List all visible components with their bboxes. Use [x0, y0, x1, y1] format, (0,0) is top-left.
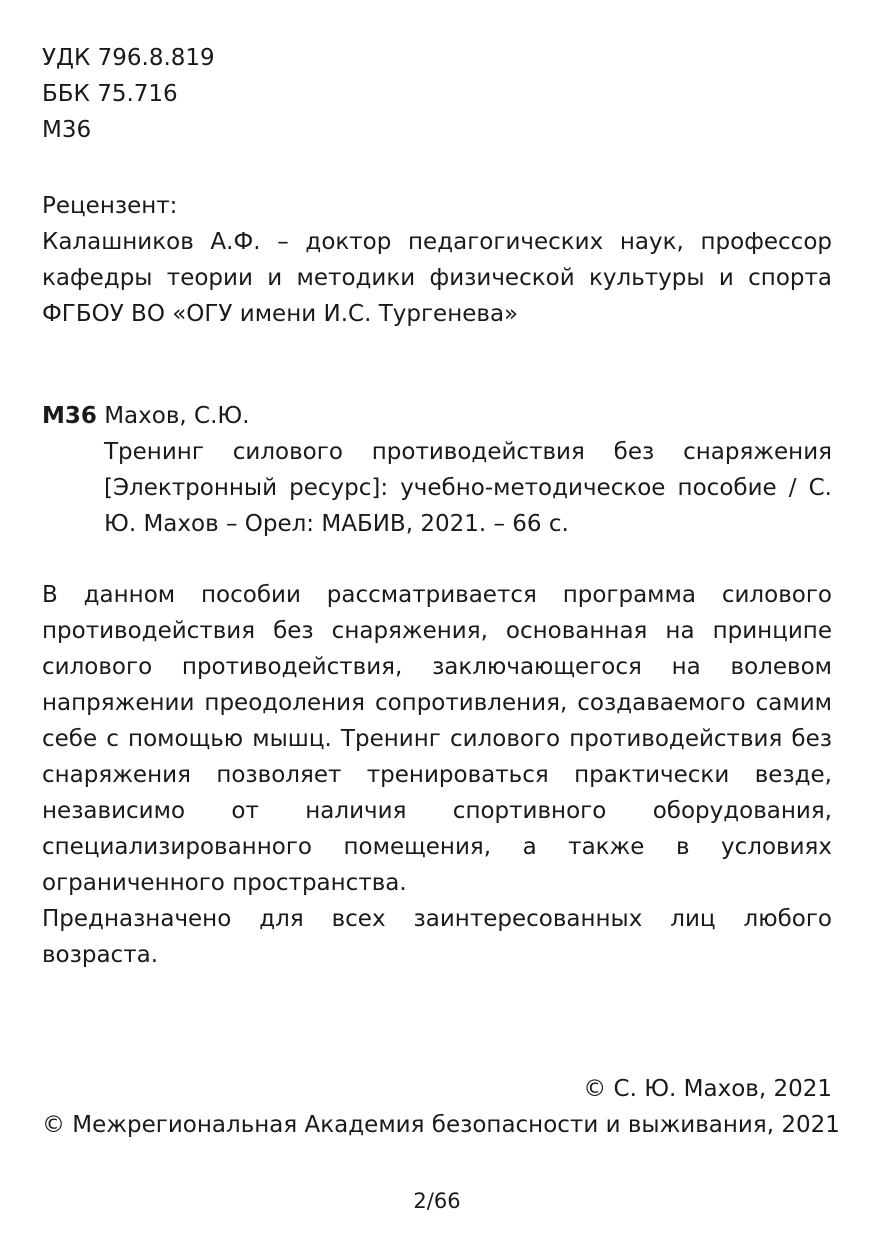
document-page: [42, 40, 840, 1138]
reviewer-block: [42, 188, 832, 332]
copyright-org: © Межрегиональная Академия безопасности и выживания, 2021: [42, 1112, 840, 1138]
entry-code: М36: [42, 403, 97, 429]
audience-paragraph: Предназначено для всех заинтересованных лиц любого возраста.: [42, 906, 832, 968]
reviewer-label: Рецензент:: [42, 193, 178, 219]
bbk-code: ББК 75.716: [42, 81, 178, 107]
author-mark: М36: [42, 117, 92, 143]
bibliographic-entry: [42, 398, 832, 542]
udk-code: УДК 796.8.819: [42, 45, 215, 71]
reviewer-text: Калашников А.Ф. – доктор педагогических наук, профессор кафедры теории и методики физической культуры и спорта ФГБОУ ВО «ОГУ имени И.С. Тургенева»: [42, 229, 832, 327]
abstract-block: [42, 577, 832, 973]
classification-block: [42, 40, 832, 148]
entry-description: Тренинг силового противодействия без снаряжения [Электронный ресурс]: учебно-методическое пособие / С. Ю. Махов – Орел: МАБИВ, 2021. – 66 с.: [104, 439, 832, 537]
abstract-paragraph: В данном пособии рассматривается программа силового противодействия без снаряжения, основанная на принципе силового противодействия, заключающегося на волевом напряжении преодоления сопротивления, создаваемого самим себе с помощью мышц. Тренинг силового противодействия без снаряжения позволяет тренироваться практически везде, независимо от наличия спортивного оборудования, специализированного помещения, а также в условиях ограниченного пространства.: [42, 582, 832, 896]
copyright-block: [42, 1071, 840, 1143]
copyright-author: © С. Ю. Махов, 2021: [583, 1076, 832, 1102]
page-number: 2/66: [413, 1189, 461, 1213]
entry-author: Махов, С.Ю.: [96, 403, 250, 429]
entry-heading: [42, 398, 832, 434]
